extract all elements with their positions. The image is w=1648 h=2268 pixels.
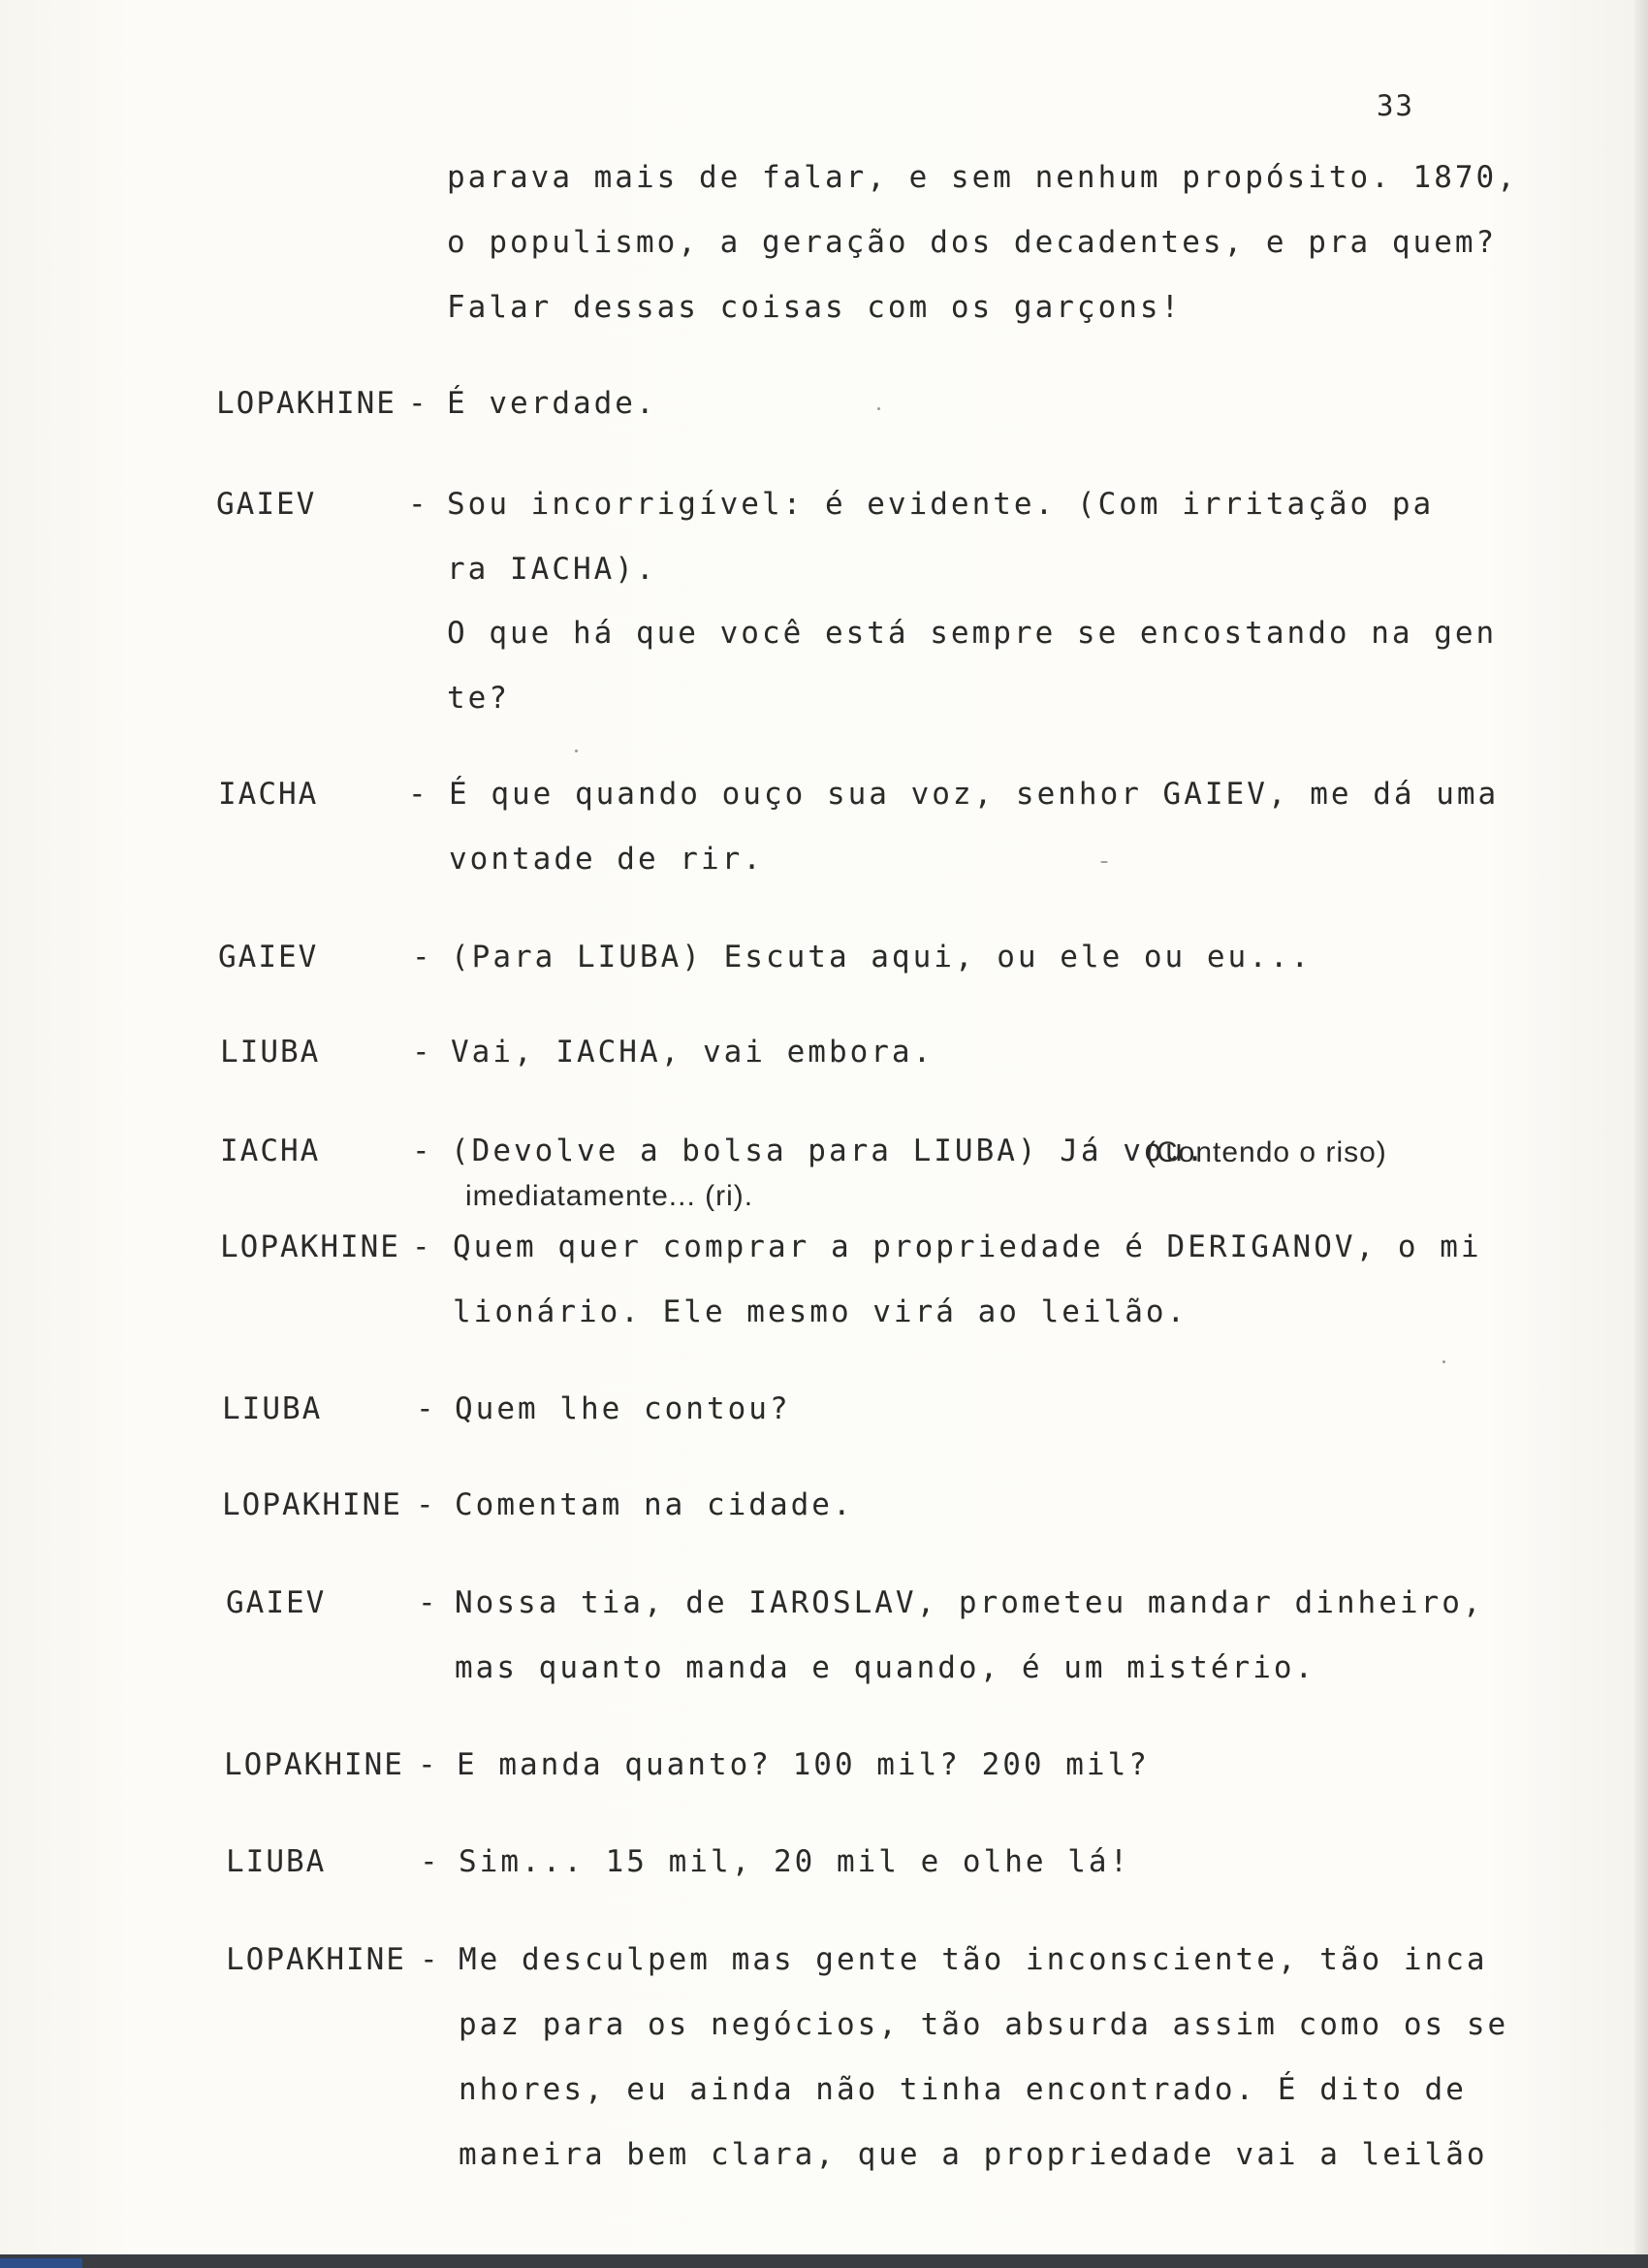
dialogue-line: ra IACHA).: [447, 552, 657, 587]
continuation-line: parava mais de falar, e sem nenhum propósito. 1870,: [447, 160, 1518, 195]
speaker-dash: -: [416, 1391, 434, 1426]
speaker-dash: -: [412, 1035, 430, 1070]
paper-speck: [1100, 861, 1108, 863]
speaker-name: LIUBA: [220, 1035, 321, 1070]
dialogue-line: Sou incorrigível: é evidente. (Com irritação pa: [447, 487, 1435, 522]
speaker-name: GAIEV: [226, 1585, 327, 1620]
dialogue-line-insert: (Contendo o riso): [1146, 1136, 1387, 1168]
speaker-dash: -: [418, 1747, 436, 1782]
continuation-line: o populismo, a geração dos decadentes, e pra quem?: [447, 225, 1498, 260]
dialogue-line-insert: imediatamente... (ri).: [465, 1180, 754, 1212]
speaker-name: LOPAKHINE: [226, 1942, 406, 1977]
dialogue-line: Comentam na cidade.: [455, 1487, 854, 1522]
speaker-name: IACHA: [220, 1134, 321, 1168]
dialogue-line: paz para os negócios, tão absurda assim como os se: [459, 2007, 1509, 2042]
speaker-dash: -: [408, 487, 427, 522]
dialogue-line: Quem lhe contou?: [455, 1391, 791, 1426]
continuation-line: Falar dessas coisas com os garçons!: [447, 290, 1183, 325]
dialogue-line: lionário. Ele mesmo virá ao leilão.: [453, 1294, 1188, 1329]
speaker-dash: -: [412, 1134, 430, 1168]
scanner-corner-mark: [0, 2258, 82, 2268]
speaker-dash: -: [420, 1844, 438, 1879]
dialogue-line: Me desculpem mas gente tão inconsciente, tão inca: [459, 1942, 1488, 1977]
speaker-name: GAIEV: [216, 487, 317, 522]
speaker-dash: -: [418, 1585, 436, 1620]
speaker-name: GAIEV: [218, 940, 319, 974]
speaker-dash: -: [420, 1942, 438, 1977]
paper-speck: [1442, 1360, 1445, 1363]
dialogue-line: Quem quer comprar a propriedade é DERIGANOV, o mi: [453, 1230, 1482, 1264]
speaker-name: LIUBA: [226, 1844, 327, 1879]
dialogue-line: vontade de rir.: [449, 842, 764, 877]
dialogue-line: maneira bem clara, que a propriedade vai a leilão: [459, 2137, 1488, 2172]
dialogue-line: nhores, eu ainda não tinha encontrado. É dito de: [459, 2072, 1467, 2107]
dialogue-line: (Para LIUBA) Escuta aqui, ou ele ou eu...: [451, 940, 1313, 974]
speaker-name: LOPAKHINE: [224, 1747, 404, 1782]
dialogue-line: te?: [447, 681, 510, 716]
dialogue-line: O que há que você está sempre se encostando na gen: [447, 616, 1498, 651]
dialogue-line: É que quando ouço sua voz, senhor GAIEV, me dá uma: [449, 777, 1500, 812]
dialogue-line: (Devolve a bolsa para LIUBA) Já vou.: [451, 1134, 1207, 1168]
dialogue-line: Vai, IACHA, vai embora.: [451, 1035, 935, 1070]
paper-speck: [575, 750, 578, 752]
speaker-dash: -: [408, 777, 427, 812]
speaker-name: IACHA: [218, 777, 319, 812]
speaker-name: LOPAKHINE: [220, 1230, 400, 1264]
dialogue-line: É verdade.: [447, 386, 657, 421]
scanner-bottom-border: [0, 2254, 1648, 2268]
page-number: 33: [1377, 89, 1414, 122]
dialogue-line: Nossa tia, de IAROSLAV, prometeu mandar dinheiro,: [455, 1585, 1484, 1620]
page-edge-shadow: [1634, 0, 1648, 2268]
dialogue-line: Sim... 15 mil, 20 mil e olhe lá!: [459, 1844, 1131, 1879]
speaker-name: LOPAKHINE: [222, 1487, 402, 1522]
paper-speck: [877, 407, 880, 410]
speaker-dash: -: [412, 940, 430, 974]
speaker-name: LIUBA: [222, 1391, 323, 1426]
speaker-dash: -: [416, 1487, 434, 1522]
speaker-name: LOPAKHINE: [216, 386, 396, 421]
speaker-dash: -: [412, 1230, 430, 1264]
dialogue-line: mas quanto manda e quando, é um mistério.: [455, 1650, 1316, 1685]
speaker-dash: -: [408, 386, 427, 421]
dialogue-line: E manda quanto? 100 mil? 200 mil?: [457, 1747, 1150, 1782]
